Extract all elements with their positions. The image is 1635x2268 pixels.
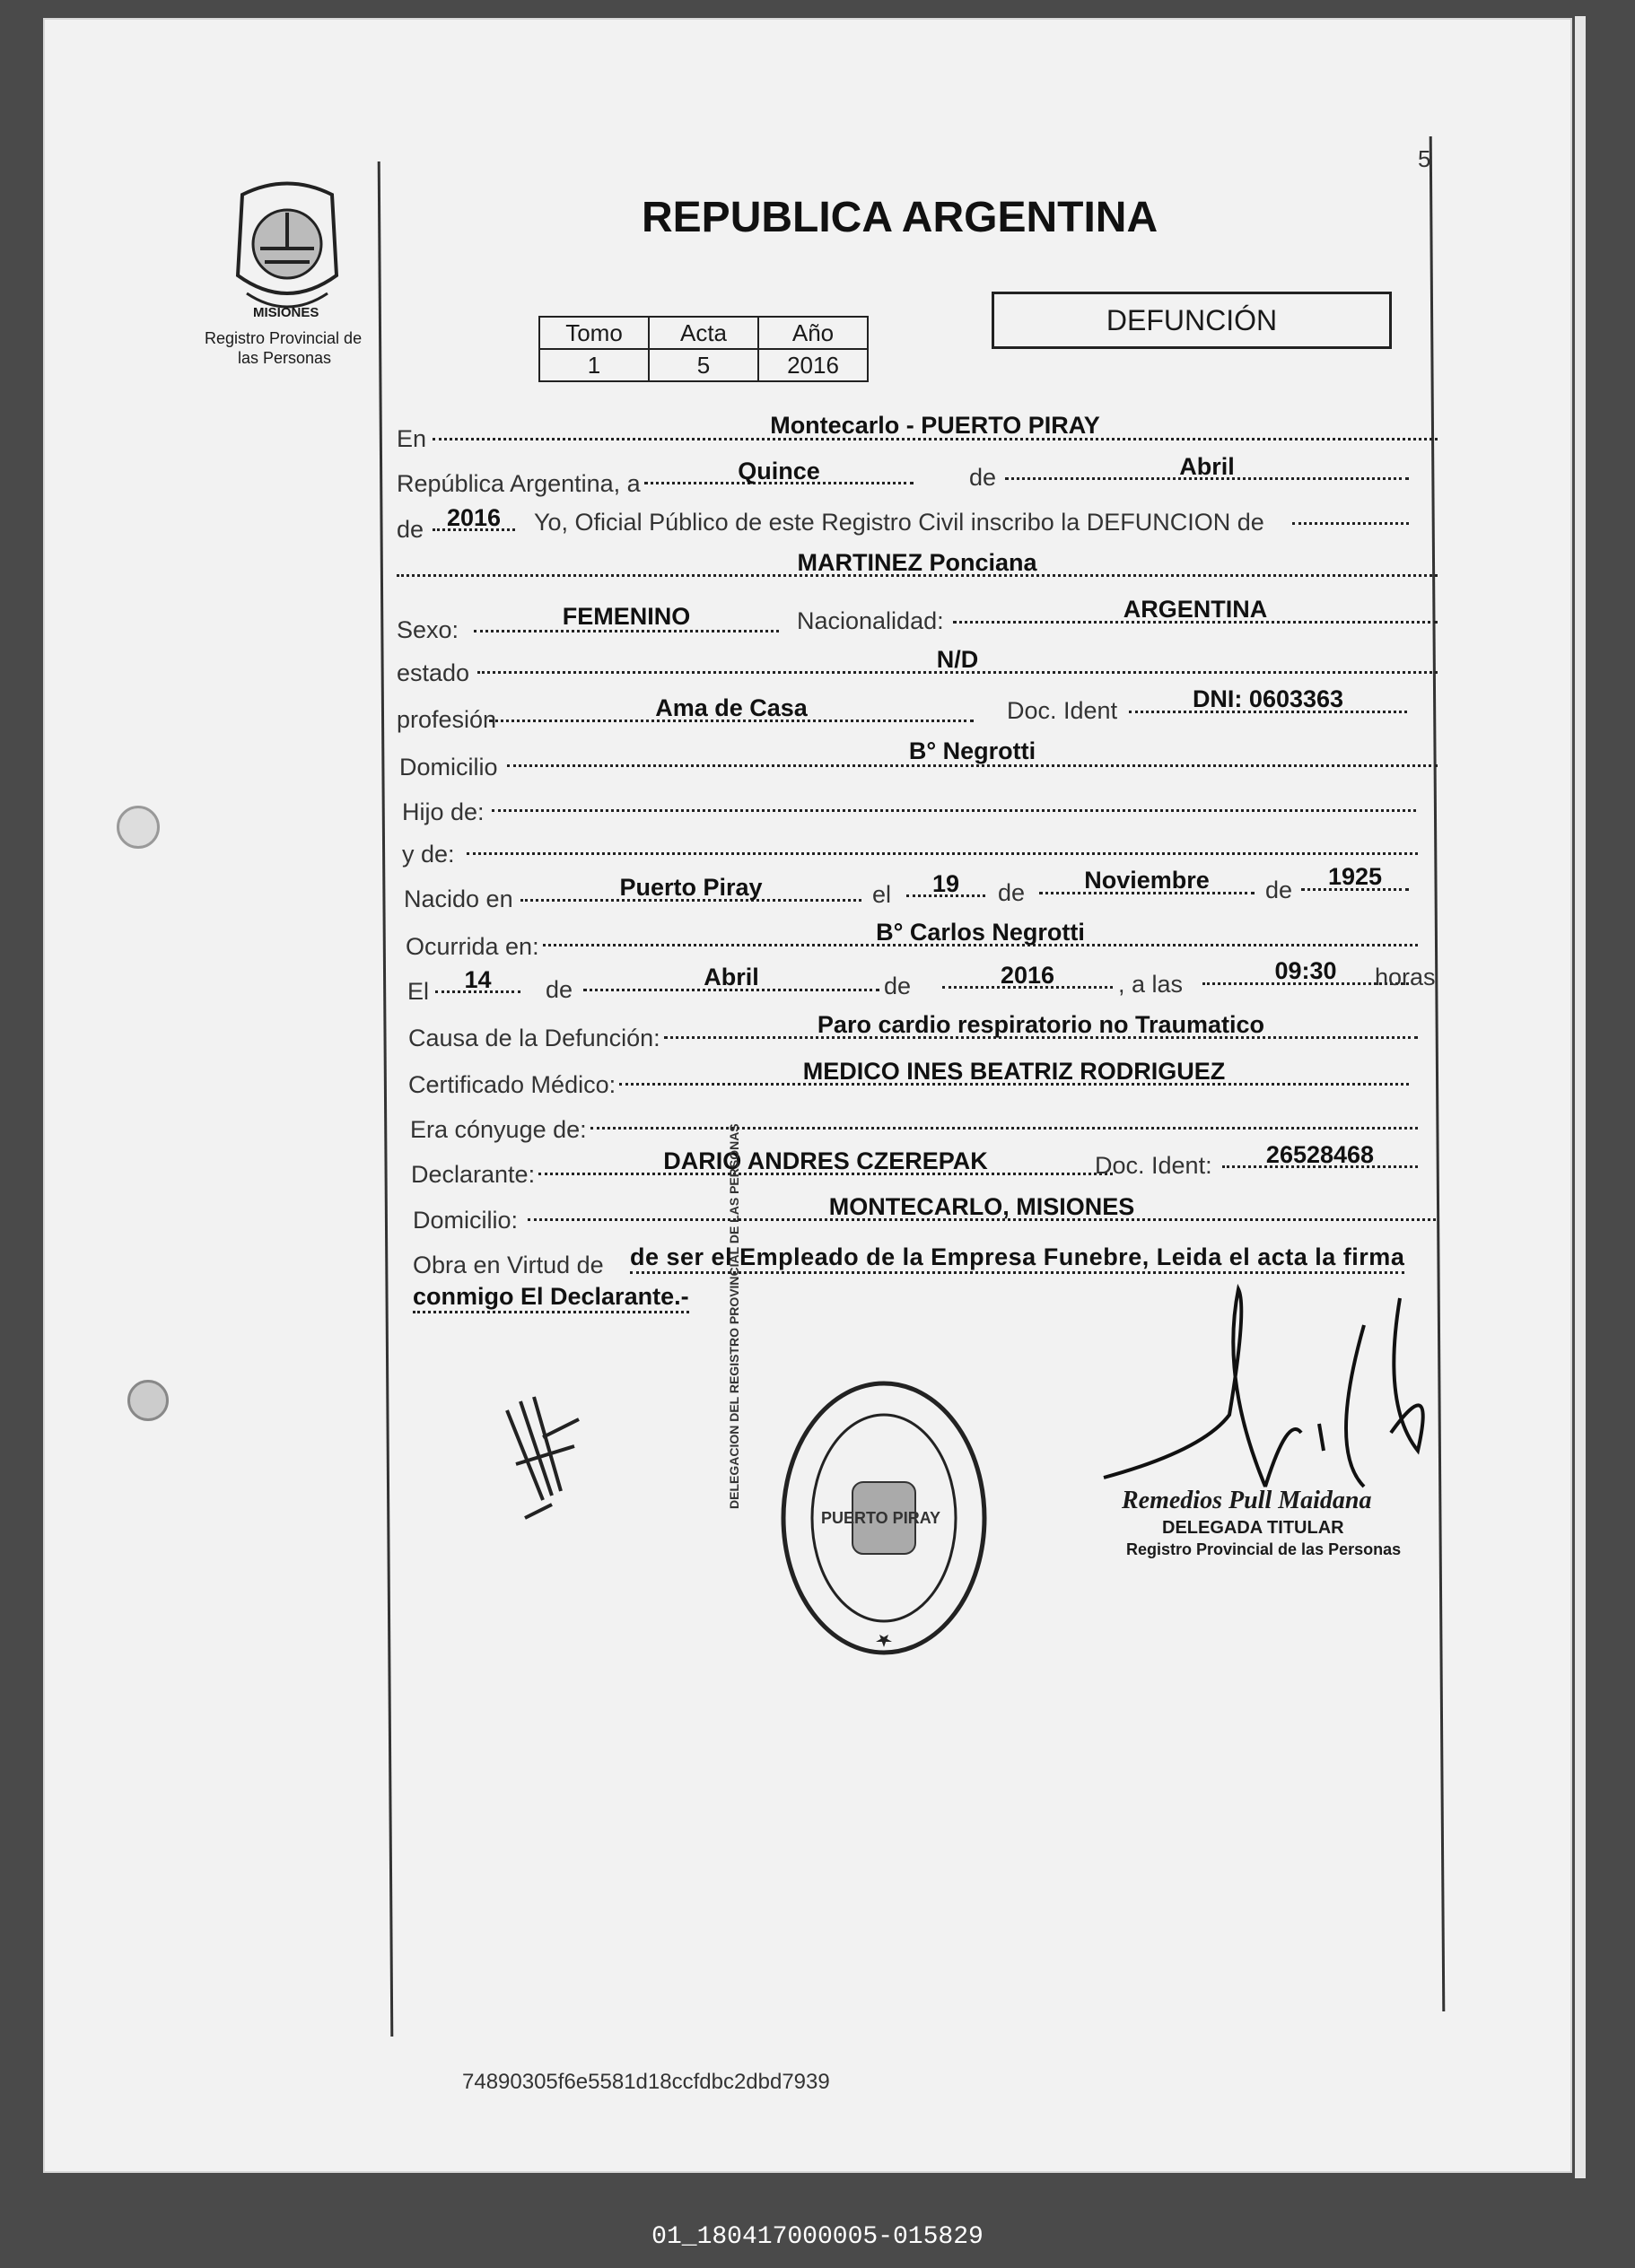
yde-label: y de: [402, 841, 455, 868]
signature-role: DELEGADA TITULAR [1162, 1518, 1344, 1538]
certificado-label: Certificado Médico: [408, 1071, 616, 1098]
en-label: En [397, 425, 427, 452]
nacionalidad-value: ARGENTINA [1123, 596, 1268, 623]
hijo-line [492, 809, 1416, 812]
conyuge-line [590, 1127, 1418, 1130]
doc-ident-value: DNI: 0603363 [1192, 685, 1344, 712]
def-anio-value: 2016 [1000, 962, 1055, 989]
def-dia-value: 14 [464, 966, 492, 993]
registry-label-line2: las Personas [238, 349, 332, 367]
el-label: el [872, 881, 892, 908]
estado-value: N/D [936, 646, 979, 673]
registry-table [538, 316, 869, 382]
ocurrida-label: Ocurrida en: [406, 933, 539, 960]
nacido-de2-label: de [1265, 877, 1293, 903]
left-margin-rule [378, 161, 394, 2037]
signature-org: Registro Provincial de las Personas [1126, 1540, 1402, 1558]
nombre-value: MARTINEZ Ponciana [797, 549, 1037, 576]
yde-line [467, 852, 1418, 855]
causa-label: Causa de la Defunción: [408, 1025, 660, 1051]
registry-value-tomo: 1 [539, 349, 649, 381]
domicilio-label: Domicilio [399, 754, 498, 781]
initial-mark-icon [489, 1383, 597, 1527]
sexo-label: Sexo: [397, 616, 459, 643]
registry-value-anio: 2016 [758, 349, 868, 381]
seal-label-bottom: MISIONES [253, 305, 319, 320]
document-page [45, 20, 1570, 2171]
de-label: de [969, 464, 997, 491]
registry-header-tomo: Tomo [539, 317, 649, 349]
document-hash: 74890305f6e5581d18ccfdbc2dbd7939 [462, 2070, 830, 2094]
obra-label: Obra en Virtud de [413, 1252, 604, 1278]
page-edge [1575, 16, 1586, 2178]
registry-label-line1: Registro Provincial de [205, 329, 363, 347]
alas-label: , a las [1118, 971, 1184, 998]
declarante-value: DARIO ANDRES CZEREPAK [663, 1147, 988, 1174]
nacido-dia-value: 19 [931, 870, 960, 897]
registry-header-acta: Acta [649, 317, 758, 349]
causa-value: Paro cardio respiratorio no Traumatico [817, 1011, 1265, 1038]
def-hora-value: 09:30 [1274, 957, 1337, 984]
page-number: 5 [1418, 145, 1431, 172]
obra-value-line1: de ser el Empleado de la Empresa Funebre, Leida el acta la firma [630, 1243, 1404, 1274]
inscribo-text: Yo, Oficial Público de este Registro Civil inscribo la DEFUNCION de [534, 509, 1264, 536]
republica-label: República Argentina, a [397, 470, 641, 497]
stamp-ring-text: DELEGACION DEL REGISTRO PROVINCIAL DE LAS PERSONAS [727, 1123, 741, 1509]
punch-hole-top [117, 806, 160, 849]
en-value: Montecarlo - PUERTO PIRAY [770, 412, 1100, 439]
nacido-label: Nacido en [404, 885, 513, 912]
ocurrida-value: B° Carlos Negrotti [876, 919, 1085, 946]
estado-label: estado [397, 659, 470, 686]
hijo-label: Hijo de: [402, 798, 485, 825]
scan-id-footer: 01_180417000005-015829 [651, 2223, 984, 2251]
inscribo-line [1292, 522, 1409, 525]
declarante-label: Declarante: [411, 1161, 536, 1188]
document-title: REPUBLICA ARGENTINA [642, 194, 1158, 241]
def-mes-value: Abril [704, 964, 759, 990]
nacido-de-label: de [998, 879, 1026, 906]
nacido-mes-value: Noviembre [1084, 867, 1210, 894]
dia-value: Quince [738, 458, 820, 484]
decl-doc-value: 26528468 [1265, 1141, 1375, 1168]
certificado-value: MEDICO INES BEATRIZ RODRIGUEZ [802, 1058, 1226, 1085]
domicilio-value: B° Negrotti [908, 737, 1036, 764]
domicilio2-label: Domicilio: [413, 1207, 519, 1234]
registry-value-acta: 5 [649, 349, 758, 381]
conyuge-label: Era cónyuge de: [410, 1116, 587, 1143]
doc-ident-label: Doc. Ident [1007, 697, 1118, 724]
def-de-label: de [546, 976, 573, 1003]
stamp-inner-text: PUERTO PIRAY [821, 1509, 941, 1527]
obra-value-line2: conmigo El Declarante.- [413, 1283, 689, 1313]
sexo-value: FEMENINO [562, 603, 691, 630]
profesion-label: profesión [397, 706, 497, 733]
horas-label: horas [1375, 964, 1436, 990]
act-type-label: DEFUNCIÓN [1106, 304, 1278, 336]
profesion-value: Ama de Casa [655, 694, 808, 721]
el2-label: El [407, 978, 430, 1005]
domicilio2-value: MONTECARLO, MISIONES [828, 1193, 1135, 1220]
anio-value: 2016 [446, 504, 502, 531]
nacido-anio-value: 1925 [1327, 863, 1383, 890]
punch-hole-bottom [127, 1380, 169, 1421]
registry-header-anio: Año [758, 317, 868, 349]
nacido-lugar-value: Puerto Piray [619, 874, 763, 901]
de2-label: de [397, 516, 424, 543]
nacionalidad-label: Nacionalidad: [797, 607, 944, 634]
signature-name: Remedios Pull Maidana [1122, 1487, 1372, 1514]
decl-doc-label: Doc. Ident: [1095, 1152, 1212, 1179]
mes-value: Abril [1179, 453, 1235, 480]
def-de2-label: de [884, 973, 912, 999]
act-type-box [992, 292, 1392, 349]
